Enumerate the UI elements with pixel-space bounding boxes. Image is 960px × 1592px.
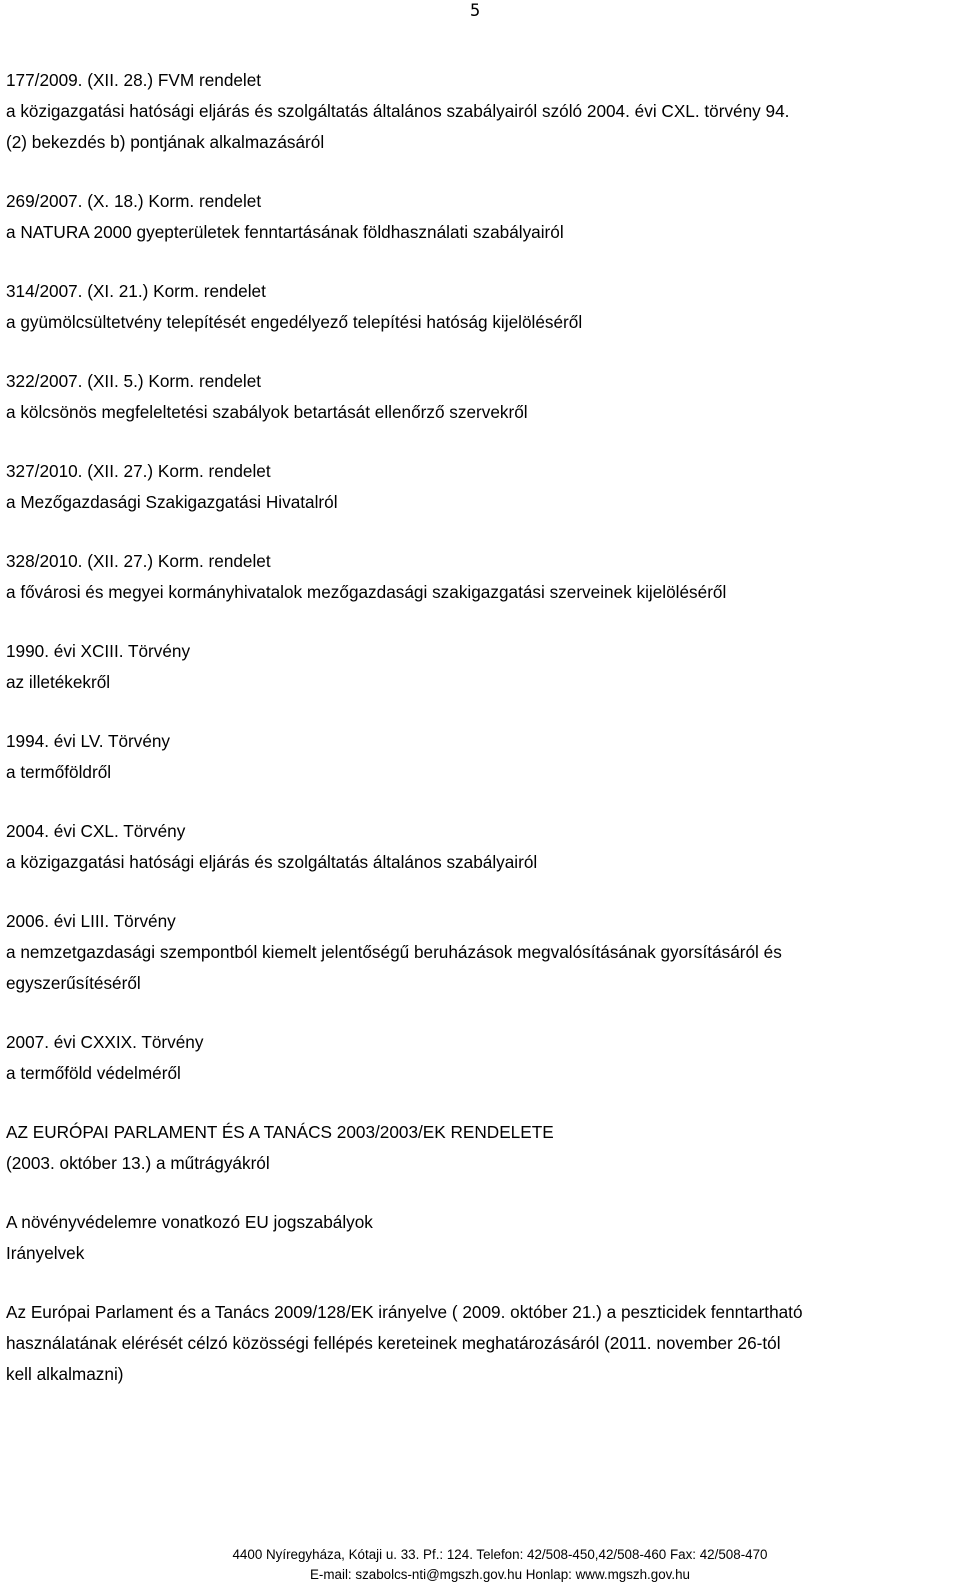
entry-title: A növényvédelemre vonatkozó EU jogszabályok — [6, 1212, 373, 1232]
entry-description: a termőföldről — [6, 762, 112, 782]
footer-contact: E-mail: szabolcs-nti@mgszh.gov.hu Honlap: www.mgszh.gov.hu — [309, 1567, 690, 1582]
entry-title: 328/2010. (XII. 27.) Korm. rendelet — [6, 551, 271, 571]
page-number: 5 — [470, 1, 481, 21]
entry-description: a gyümölcsültetvény telepítését engedélyező telepítési hatóság kijelöléséről — [6, 312, 583, 332]
entry-title: 269/2007. (X. 18.) Korm. rendelet — [6, 191, 262, 211]
entry-title: 2006. évi LIII. Törvény — [6, 911, 176, 931]
entry-description: (2003. október 13.) a műtrágyákról — [6, 1153, 270, 1173]
list-item — [6, 1027, 951, 1089]
page-footer — [0, 1545, 960, 1585]
list-item — [6, 1297, 951, 1390]
entry-description: Irányelvek — [6, 1243, 85, 1263]
entry-title: Az Európai Parlament és a Tanács 2009/128/EK irányelve ( 2009. október 21.) a peszticidek fenntartható — [6, 1302, 803, 1322]
entry-title: 2004. évi CXL. Törvény — [6, 821, 186, 841]
entry-description: a Mezőgazdasági Szakigazgatási Hivatalról — [6, 492, 338, 512]
list-item — [6, 726, 951, 788]
list-item — [6, 1207, 951, 1269]
list-item — [6, 186, 951, 248]
entry-title: 177/2009. (XII. 28.) FVM rendelet — [6, 70, 262, 90]
list-item — [6, 1117, 951, 1179]
entry-title: 1990. évi XCIII. Törvény — [6, 641, 191, 661]
legislation-list — [6, 65, 951, 1418]
entry-description: a fővárosi és megyei kormányhivatalok mezőgazdasági szakigazgatási szerveinek kijelöléséről — [6, 582, 727, 602]
footer-address: 4400 Nyíregyháza, Kótaji u. 33. Pf.: 124. Telefon: 42/508-450,42/508-460 Fax: 42/508-470 — [232, 1547, 768, 1562]
entry-description: egyszerűsítéséről — [6, 973, 141, 993]
entry-title: 322/2007. (XII. 5.) Korm. rendelet — [6, 371, 262, 391]
list-item — [6, 816, 951, 878]
list-item — [6, 456, 951, 518]
entry-title: 1994. évi LV. Törvény — [6, 731, 171, 751]
entry-description: a nemzetgazdasági szempontból kiemelt jelentőségű beruházások megvalósításának gyorsításáról és — [6, 942, 782, 962]
entry-title: AZ EURÓPAI PARLAMENT ÉS A TANÁCS 2003/2003/EK RENDELETE — [6, 1122, 554, 1142]
list-item — [6, 366, 951, 428]
list-item — [6, 276, 951, 338]
list-item — [6, 906, 951, 999]
entry-description: használatának elérését célzó közösségi fellépés kereteinek meghatározásáról (2011. november 26-tól — [6, 1333, 781, 1353]
entry-description: a közigazgatási hatósági eljárás és szolgáltatás általános szabályairól szóló 2004. évi CXL. törvény 94. — [6, 101, 790, 121]
entry-description: a közigazgatási hatósági eljárás és szolgáltatás általános szabályairól — [6, 852, 538, 872]
entry-description: (2) bekezdés b) pontjának alkalmazásáról — [6, 132, 325, 152]
entry-title: 327/2010. (XII. 27.) Korm. rendelet — [6, 461, 271, 481]
entry-title: 2007. évi CXXIX. Törvény — [6, 1032, 204, 1052]
entry-description: a termőföld védelméről — [6, 1063, 181, 1083]
entry-title: 314/2007. (XI. 21.) Korm. rendelet — [6, 281, 266, 301]
list-item — [6, 546, 951, 608]
entry-description: kell alkalmazni) — [6, 1364, 124, 1384]
list-item — [6, 65, 951, 158]
entry-description: a kölcsönös megfeleltetési szabályok betartását ellenőrző szervekről — [6, 402, 528, 422]
entry-description: az illetékekről — [6, 672, 111, 692]
entry-description: a NATURA 2000 gyepterületek fenntartásának földhasználati szabályairól — [6, 222, 564, 242]
list-item — [6, 636, 951, 698]
